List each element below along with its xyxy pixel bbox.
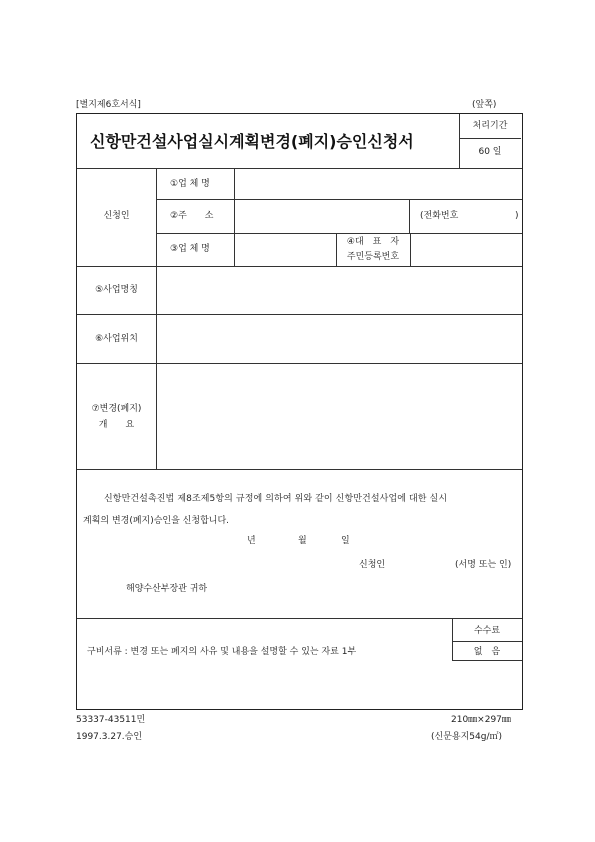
processing-period-label: 처리기간 (472, 121, 508, 131)
change-overview-label: ⑦변경(폐지) (91, 404, 142, 414)
company-name-label: ①업 체 명 (170, 179, 210, 189)
required-documents: 구비서류 : 변경 또는 폐지의 사유 및 내용을 설명할 수 있는 자료 1부 (87, 647, 357, 657)
phone-close: ) (515, 211, 519, 221)
approval-date: 1997.3.27.승인 (76, 732, 143, 742)
processing-period-value: 60 일 (478, 147, 502, 157)
applicant-section-label: 신청인 (103, 211, 130, 221)
fee-label: 수수료 (473, 626, 501, 636)
change-overview-label-2: 개 요 (98, 420, 135, 430)
statement-line-2: 계획의 변경(폐지)승인을 신청합니다. (83, 516, 230, 526)
company-name-2-label: ③업 체 명 (170, 244, 210, 254)
applicant-signature-label: 신청인 (359, 560, 386, 570)
paper-type: (신문용지54g/㎡) (431, 732, 502, 742)
page-side: (앞쪽) (472, 100, 497, 110)
phone-label: (전화번호 (420, 211, 459, 221)
recipient: 해양수산부장관 귀하 (126, 584, 208, 594)
paper-size: 210㎜×297㎜ (451, 715, 511, 725)
business-name-label: ⑤사업명칭 (95, 285, 138, 295)
date-day: 일 (341, 536, 350, 546)
signature-note: (서명 또는 인) (455, 560, 512, 570)
form-number: [별지제6호서식] (76, 100, 141, 110)
representative-label: ④대 표 자 (346, 237, 400, 247)
fee-value: 없 음 (473, 647, 501, 657)
resident-number-label: 주민등록번호 (346, 252, 400, 262)
date-month: 월 (298, 536, 307, 546)
date-year: 년 (247, 536, 256, 546)
form-title: 신항만건설사업실시계획변경(폐지)승인신청서 (90, 132, 414, 151)
form-code: 53337-43511민 (76, 715, 146, 725)
business-location-label: ⑥사업위치 (95, 334, 138, 344)
statement-line-1: 신항만건설촉진법 제8조제5항의 규정에 의하여 위와 같이 신항만건설사업에 대한 실시 (104, 494, 448, 504)
address-label: ②주 소 (170, 211, 214, 221)
